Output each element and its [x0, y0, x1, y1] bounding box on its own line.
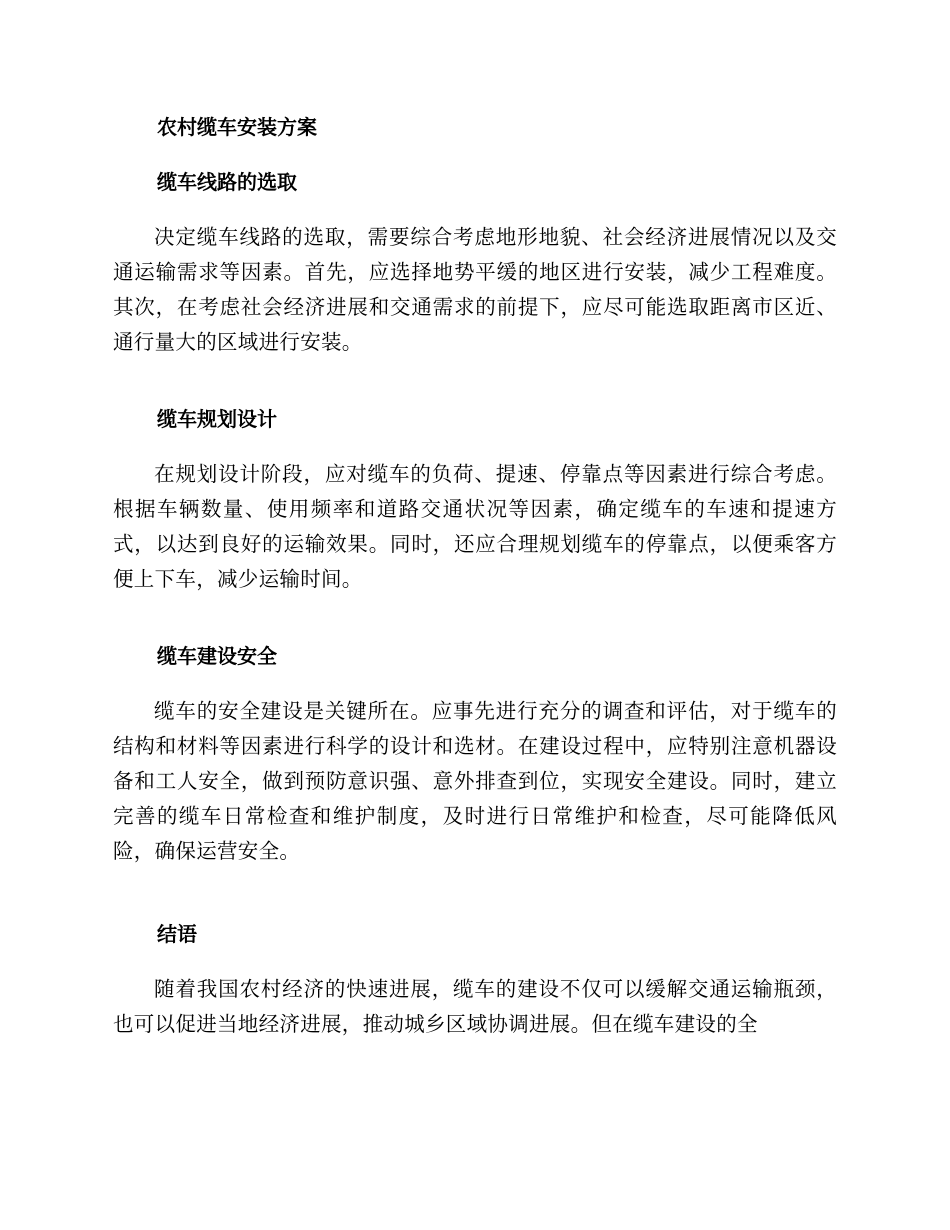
section-paragraph-conclusion: 随着我国农村经济的快速进展，缆车的建设不仅可以缓解交通运输瓶颈，也可以促进当地经济进展，推动城乡区域协调进展。但在缆车建设的全	[113, 977, 837, 1036]
section-heading-planning-design: 缆车规划设计	[157, 407, 277, 431]
document-title: 农村缆车安装方案	[157, 115, 317, 139]
section-heading-route-selection: 缆车线路的选取	[157, 170, 297, 194]
section-paragraph-planning-design: 在规划设计阶段，应对缆车的负荷、提速、停靠点等因素进行综合考虑。根据车辆数量、使用频率和道路交通状况等因素，确定缆车的车速和提速方式，以达到良好的运输效果。同时，还应合理规划缆车的停靠点，以便乘客方便上下车，减少运输时间。	[113, 462, 837, 591]
section-heading-construction-safety: 缆车建设安全	[157, 644, 277, 668]
section-paragraph-construction-safety: 缆车的安全建设是关键所在。应事先进行充分的调查和评估，对于缆车的结构和材料等因素进行科学的设计和选材。在建设过程中，应特别注意机器设备和工人安全，做到预防意识强、意外排查到位，实现安全建设。同时，建立完善的缆车日常检查和维护制度，及时进行日常维护和检查，尽可能降低风险，确保运营安全。	[113, 699, 837, 863]
section-heading-conclusion: 结语	[157, 922, 197, 946]
section-paragraph-route-selection: 决定缆车线路的选取，需要综合考虑地形地貌、社会经济进展情况以及交通运输需求等因素。首先，应选择地势平缓的地区进行安装，减少工程难度。其次，在考虑社会经济进展和交通需求的前提下，应尽可能选取距离市区近、通行量大的区域进行安装。	[113, 225, 837, 354]
